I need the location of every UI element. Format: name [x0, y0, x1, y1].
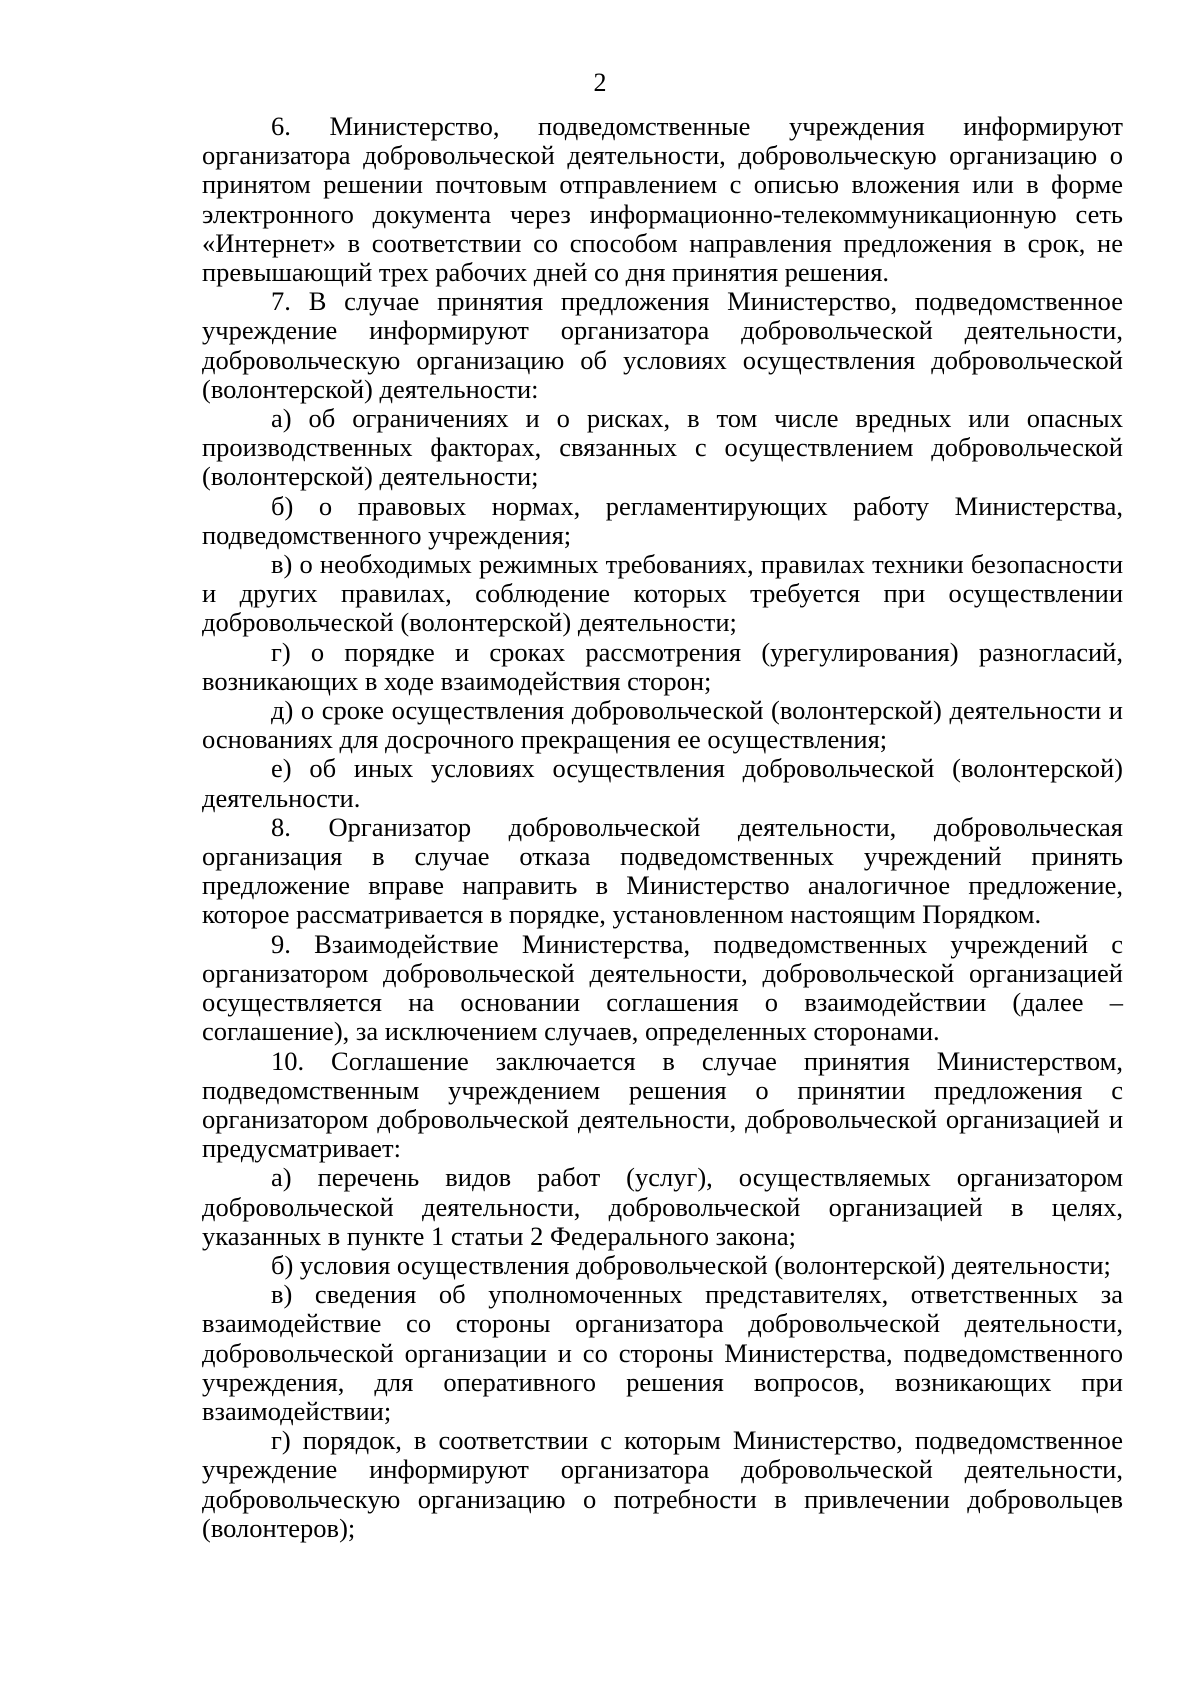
- paragraph-10-item-v: в) сведения об уполномоченных представителях, ответственных за взаимодействие со стороны организатора добровольческой деятельности, добровольческой организации и со стороны Министерства, подведомственного учреждения, для оперативного решения вопросов, возникающих при взаимодействии;: [202, 1279, 1123, 1426]
- paragraph-7-item-d: д) о сроке осуществления добровольческой (волонтерской) деятельности и основаниях для досрочного прекращения ее осуществления;: [202, 695, 1123, 755]
- paragraph-7-item-g: г) о порядке и сроках рассмотрения (урегулирования) разногласий, возникающих в ходе взаимодействия сторон;: [202, 636, 1123, 696]
- paragraph-10-item-b: б) условия осуществления добровольческой (волонтерской) деятельности;: [271, 1249, 1111, 1280]
- paragraph-7-item-a: а) об ограничениях и о рисках, в том числе вредных или опасных производственных факторах, связанных с осуществлением добровольческой (волонтерской) деятельности;: [202, 403, 1123, 492]
- page-number: 2: [593, 68, 607, 97]
- paragraph-10: 10. Соглашение заключается в случае принятия Министерством, подведомственным учреждением решения о принятии предложения с организатором добровольческой деятельности, добровольческой организацией и предусматривает:: [202, 1045, 1123, 1164]
- paragraph-7-item-e: е) об иных условиях осуществления добровольческой (волонтерской) деятельности.: [202, 753, 1123, 813]
- paragraph-8: 8. Организатор добровольческой деятельности, добровольческая организация в случае отказа подведомственных учреждений принять предложение вправе направить в Министерство аналогичное предложение, которое рассматривается в порядке, установленном настоящим Порядком.: [202, 811, 1123, 930]
- paragraph-10-item-g: г) порядок, в соответствии с которым Министерство, подведомственное учреждение информируют организатора добровольческой деятельности, добровольческую организацию о потребности в привлечении добровольцев (волонтеров);: [202, 1425, 1123, 1543]
- paragraph-7-item-v: в) о необходимых режимных требованиях, правилах техники безопасности и других правилах, соблюдение которых требуется при осуществлении добровольческой (волонтерской) деятельности;: [202, 549, 1123, 638]
- paragraph-10-item-a: а) перечень видов работ (услуг), осуществляемых организатором добровольческой деятельности, добровольческой организацией в целях, указанных в пункте 1 статьи 2 Федерального закона;: [202, 1162, 1123, 1251]
- paragraph-7: 7. В случае принятия предложения Министерство, подведомственное учреждение информируют организатора добровольческой деятельности, добровольческую организацию об условиях осуществления добровольческой (волонтерской) деятельности:: [202, 286, 1123, 404]
- paragraph-9: 9. Взаимодействие Министерства, подведомственных учреждений с организатором добровольческой деятельности, добровольческой организацией осуществляется на основании соглашения о взаимодействии (далее – соглашение), за исключением случаев, определенных сторонами.: [202, 928, 1123, 1047]
- paragraph-7-item-b: б) о правовых нормах, регламентирующих работу Министерства, подведомственного учреждения;: [202, 490, 1123, 550]
- paragraph-6: 6. Министерство, подведомственные учреждения информируют организатора добровольческой деятельности, добровольческую организацию о принятом решении почтовым отправлением с описью вложения или в форме электронного документа через информационно-телекоммуникационную сеть «Интернет» в соответствии со способом направления предложения в срок, не превышающий трех рабочих дней со дня принятия решения.: [202, 111, 1123, 288]
- document-body: [202, 112, 1123, 1543]
